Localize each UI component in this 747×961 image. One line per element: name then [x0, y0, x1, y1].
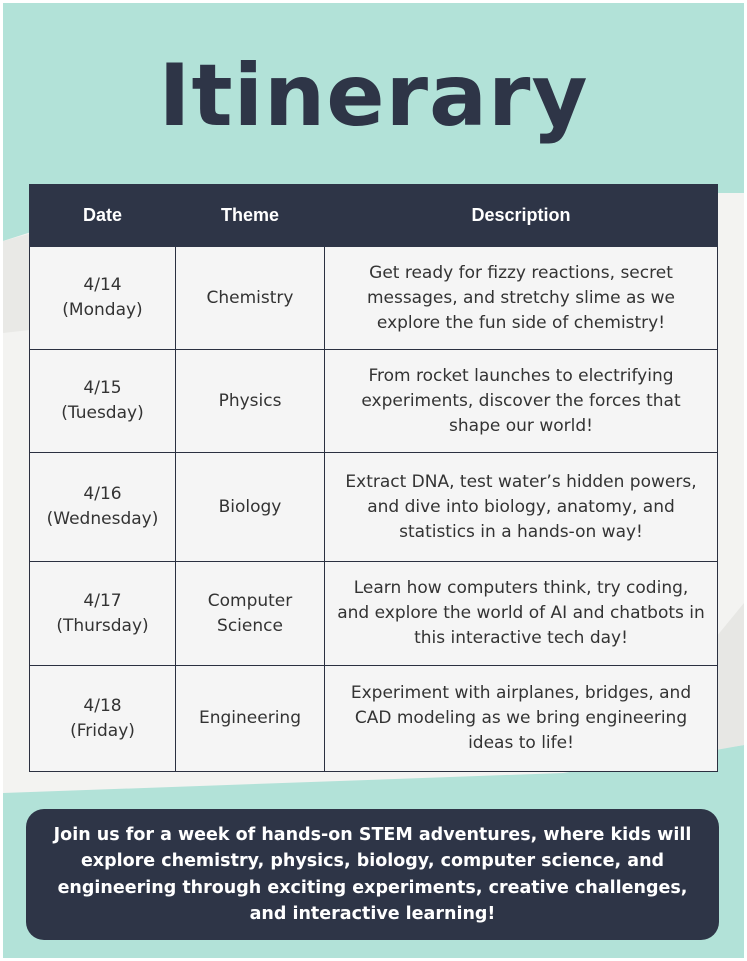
table-header-row	[30, 185, 718, 247]
date-text: 4/18	[83, 695, 122, 716]
date-text: 4/15	[83, 378, 122, 398]
date-cell	[30, 247, 176, 350]
day-text: (Wednesday)	[46, 509, 159, 529]
description-cell: Get ready for fizzy reactions, secret messages, and stretchy slime as we explore the fun side of chemistry!	[325, 247, 718, 350]
theme-cell: Chemistry	[176, 247, 325, 350]
itinerary-table	[29, 184, 718, 772]
date-text: 4/14	[83, 275, 122, 295]
description-cell: Learn how computers think, try coding, and explore the world of AI and chatbots in this interactive tech day!	[325, 562, 718, 666]
header-date: Date	[30, 185, 176, 247]
date-cell	[30, 453, 176, 562]
date-cell	[30, 350, 176, 453]
date-text: 4/16	[83, 484, 122, 504]
description-cell: Extract DNA, test water’s hidden powers, and dive into biology, anatomy, and statistics in a hands-on way!	[325, 453, 718, 562]
description-cell: From rocket launches to electrifying experiments, discover the forces that shape our world!	[325, 350, 718, 453]
flyer-page	[3, 3, 744, 958]
theme-cell: Physics	[176, 350, 325, 453]
table-row	[30, 350, 718, 453]
info-banner	[26, 809, 719, 940]
theme-cell: Computer Science	[176, 562, 325, 666]
date-text: 4/17	[83, 590, 122, 611]
day-text: (Tuesday)	[61, 403, 144, 423]
description-cell: Experiment with airplanes, bridges, and CAD modeling as we bring engineering ideas to life!	[325, 666, 718, 772]
day-text: (Friday)	[70, 720, 135, 741]
header-description: Description	[325, 185, 718, 247]
header-theme: Theme	[176, 185, 325, 247]
date-cell	[30, 666, 176, 772]
table-row	[30, 666, 718, 772]
table-row	[30, 247, 718, 350]
day-text: (Monday)	[62, 300, 143, 320]
theme-cell: Biology	[176, 453, 325, 562]
banner-text: Join us for a week of hands-on STEM adventures, where kids will explore chemistry, physics, biology, computer science, and engineering through exciting experiments, creative challenges, and interactive learning!	[53, 824, 692, 924]
table-row	[30, 562, 718, 666]
day-text: (Thursday)	[56, 615, 149, 636]
date-cell	[30, 562, 176, 666]
table-row	[30, 453, 718, 562]
page-title: Itinerary	[158, 46, 589, 146]
theme-cell: Engineering	[176, 666, 325, 772]
